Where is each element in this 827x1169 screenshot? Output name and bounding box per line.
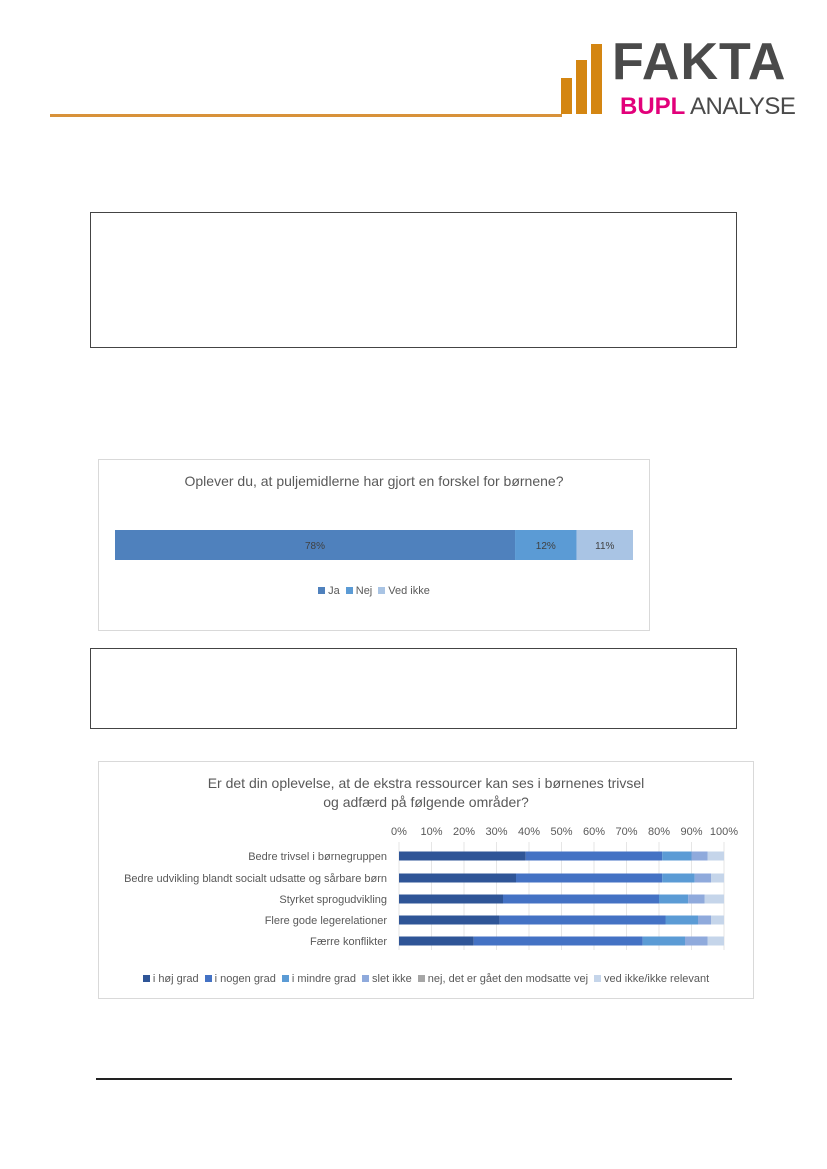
bar-segment-slet-ikke	[695, 874, 711, 883]
x-tick-label: 70%	[615, 826, 638, 838]
x-tick-label: 100%	[709, 826, 739, 838]
legend-item-nej	[346, 585, 373, 597]
logo-fakta: FAKTA	[612, 33, 787, 91]
bar-segment-ved-ikke-ikke-relevant	[711, 916, 724, 925]
legend-label: i høj grad	[152, 973, 199, 985]
bar-data-label: 11%	[595, 541, 615, 552]
x-tick-label: 40%	[517, 826, 541, 838]
chart-omraader-title-line1: Er det din oplevelse, at de ekstra ressourcer kan ses i børnenes trivsel	[207, 775, 645, 791]
category-label: Bedre trivsel i børnegruppen	[248, 851, 387, 863]
chart-forskel	[98, 459, 650, 631]
chart-forskel-plot	[99, 460, 649, 630]
legend-item-i-nogen-grad	[205, 973, 276, 985]
bar-data-label: 78%	[305, 541, 326, 552]
legend-label: Nej	[355, 585, 373, 597]
bar-segment-i-høj-grad	[399, 895, 503, 904]
bar-segment-ved-ikke-ikke-relevant	[705, 895, 725, 904]
bar-segment-i-mindre-grad	[666, 916, 699, 925]
bar-segment-ved-ikke-ikke-relevant	[708, 937, 724, 946]
legend-swatch	[318, 587, 325, 594]
bar-segment-i-mindre-grad	[662, 874, 695, 883]
bar-segment-i-nogen-grad	[474, 937, 643, 946]
bar-segment-slet-ikke	[685, 937, 708, 946]
bar-segment-i-høj-grad	[399, 874, 516, 883]
legend-label: i mindre grad	[291, 973, 357, 985]
legend-item-nej-det-er-gået-den-modsatte-vej	[418, 973, 588, 985]
legend-swatch	[362, 975, 369, 982]
legend-item-ja	[318, 585, 340, 597]
footer-rule	[96, 1078, 732, 1080]
legend-label: Ja	[328, 585, 340, 597]
chart-forskel-title: Oplever du, at puljemidlerne har gjort en forskel for børnene?	[184, 473, 564, 489]
legend-item-slet-ikke	[362, 973, 412, 985]
legend-item-i-høj-grad	[143, 973, 199, 985]
bar-segment-i-nogen-grad	[503, 895, 659, 904]
bar-segment-i-nogen-grad	[526, 852, 663, 861]
text-box-2	[90, 648, 737, 729]
legend-label: ved ikke/ikke relevant	[604, 973, 710, 985]
legend-swatch	[346, 587, 353, 594]
legend-item-ved-ikke-ikke-relevant	[594, 973, 709, 985]
category-label: Styrket sprogudvikling	[279, 894, 387, 906]
legend-swatch	[282, 975, 289, 982]
bar-segment-i-nogen-grad	[500, 916, 666, 925]
legend-item-ved-ikke	[378, 585, 430, 597]
bar-segment-i-nogen-grad	[516, 874, 662, 883]
chart-omraader	[98, 761, 754, 999]
bar-segment-i-mindre-grad	[643, 937, 685, 946]
legend-swatch	[143, 975, 150, 982]
legend-label: slet ikke	[372, 973, 412, 985]
logo-analyse: ANALYSE	[690, 93, 796, 120]
legend-label: nej, det er gået den modsatte vej	[427, 973, 589, 985]
text-box-1	[90, 212, 737, 348]
bar-segment-i-høj-grad	[399, 916, 500, 925]
legend-swatch	[594, 975, 601, 982]
x-tick-label: 30%	[485, 826, 508, 838]
bar-segment-i-mindre-grad	[662, 852, 691, 861]
category-label: Bedre udvikling blandt socialt udsatte og sårbare børn	[124, 873, 387, 885]
x-tick-label: 0%	[391, 826, 407, 838]
bar-segment-i-mindre-grad	[659, 895, 688, 904]
bar-segment-slet-ikke	[688, 895, 704, 904]
x-tick-label: 50%	[550, 826, 573, 838]
bar-segment-ved-ikke-ikke-relevant	[708, 852, 724, 861]
bar-segment-slet-ikke	[692, 852, 708, 861]
chart-omraader-legend	[99, 973, 753, 985]
bar-segment-slet-ikke	[698, 916, 711, 925]
chart-forskel-legend	[99, 585, 649, 597]
x-tick-label: 90%	[680, 826, 703, 838]
x-tick-label: 80%	[647, 826, 671, 838]
bar-segment-i-høj-grad	[399, 852, 526, 861]
x-tick-label: 20%	[452, 826, 476, 838]
legend-swatch	[205, 975, 212, 982]
category-label: Flere gode legerelationer	[264, 915, 387, 927]
chart-omraader-plot	[99, 762, 753, 998]
legend-item-i-mindre-grad	[282, 973, 356, 985]
legend-label: i nogen grad	[214, 973, 276, 985]
chart-omraader-title-line2: og adfærd på følgende områder?	[323, 794, 529, 810]
logo-bupl: BUPL	[620, 93, 686, 120]
x-tick-label: 60%	[582, 826, 606, 838]
legend-swatch	[378, 587, 385, 594]
category-label: Færre konflikter	[309, 936, 387, 948]
x-tick-label: 10%	[420, 826, 443, 838]
bar-segment-ved-ikke-ikke-relevant	[711, 874, 724, 883]
legend-label: Ved ikke	[388, 585, 430, 597]
legend-swatch	[418, 975, 425, 982]
bar-data-label: 12%	[535, 541, 556, 552]
bar-segment-i-høj-grad	[399, 937, 474, 946]
header-rule	[50, 114, 562, 117]
